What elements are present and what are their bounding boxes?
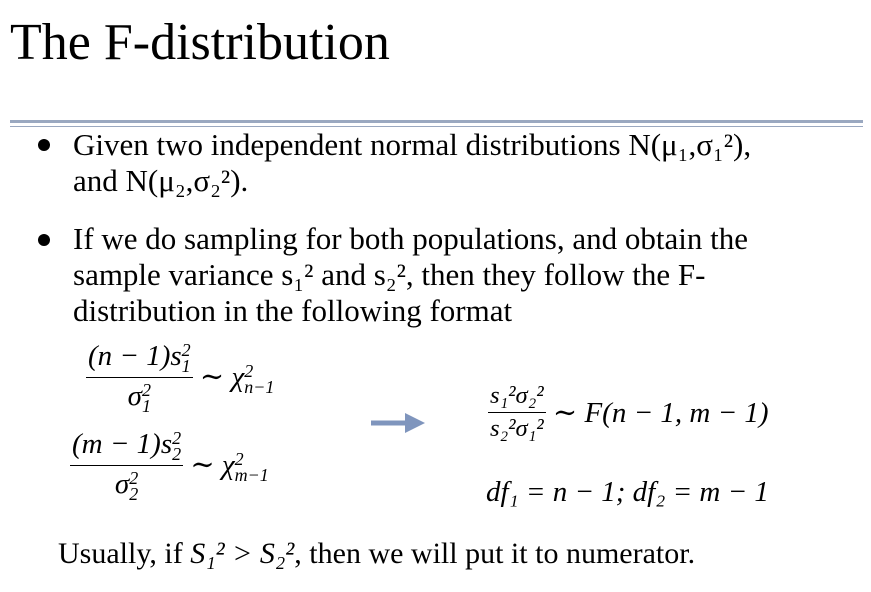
bullet-2 — [73, 221, 863, 329]
bullet-icon — [38, 139, 50, 151]
bullet-icon — [38, 234, 50, 246]
bullet-2-line-2: sample variance s₁² and s₂², then they follow the F- — [73, 257, 706, 292]
footer-suffix: , then we will put it to numerator. — [294, 537, 696, 570]
footer-prefix: Usually, if — [58, 537, 191, 570]
equation-1-fraction — [86, 340, 193, 414]
page-title: The F-distribution — [10, 14, 390, 71]
f-ratio-rhs: ∼ F(n − 1, m − 1) — [552, 397, 769, 429]
bullet-2-line-3: distribution in the following format — [73, 293, 513, 328]
equation-chi-square-1 — [86, 340, 274, 414]
equation-f-ratio — [488, 382, 769, 443]
fraction-bar — [86, 377, 193, 378]
f-ratio-numerator: s₁²σ₂² — [490, 382, 544, 409]
right-arrow-icon — [371, 412, 425, 439]
equation-2-denominator: σ 2 2 — [114, 467, 139, 504]
title-divider — [10, 120, 863, 123]
equation-1-rhs: ∼ χ 2 n−1 — [199, 360, 275, 398]
bullet-1 — [73, 127, 863, 199]
equation-2-fraction — [70, 428, 183, 502]
fraction-bar — [70, 465, 183, 466]
equation-2-numerator: (m − 1)s 2 2 — [72, 428, 182, 465]
bullet-1-line-1: Given two independent normal distributions N(μ₁,σ₁²), — [73, 127, 752, 162]
footer-note — [58, 536, 695, 572]
equation-1-numerator: (n − 1)s 2 1 — [88, 340, 191, 377]
bullet-1-line-2: and N(μ₂,σ₂²). — [73, 163, 249, 198]
fraction-bar — [488, 412, 546, 413]
f-ratio-denominator: s₂²σ₁² — [490, 415, 544, 442]
equation-degrees-of-freedom: df₁ = n − 1; df₂ = m − 1 — [486, 476, 769, 508]
footer-condition: S₁² > S₂² — [190, 537, 295, 570]
equation-1-denominator: σ 2 1 — [127, 379, 151, 416]
equation-chi-square-2 — [70, 428, 269, 502]
equation-2-rhs: ∼ χ 2 m−1 — [190, 448, 269, 486]
bullet-2-line-1: If we do sampling for both populations, and obtain the — [73, 221, 748, 256]
f-ratio-fraction — [488, 382, 546, 443]
